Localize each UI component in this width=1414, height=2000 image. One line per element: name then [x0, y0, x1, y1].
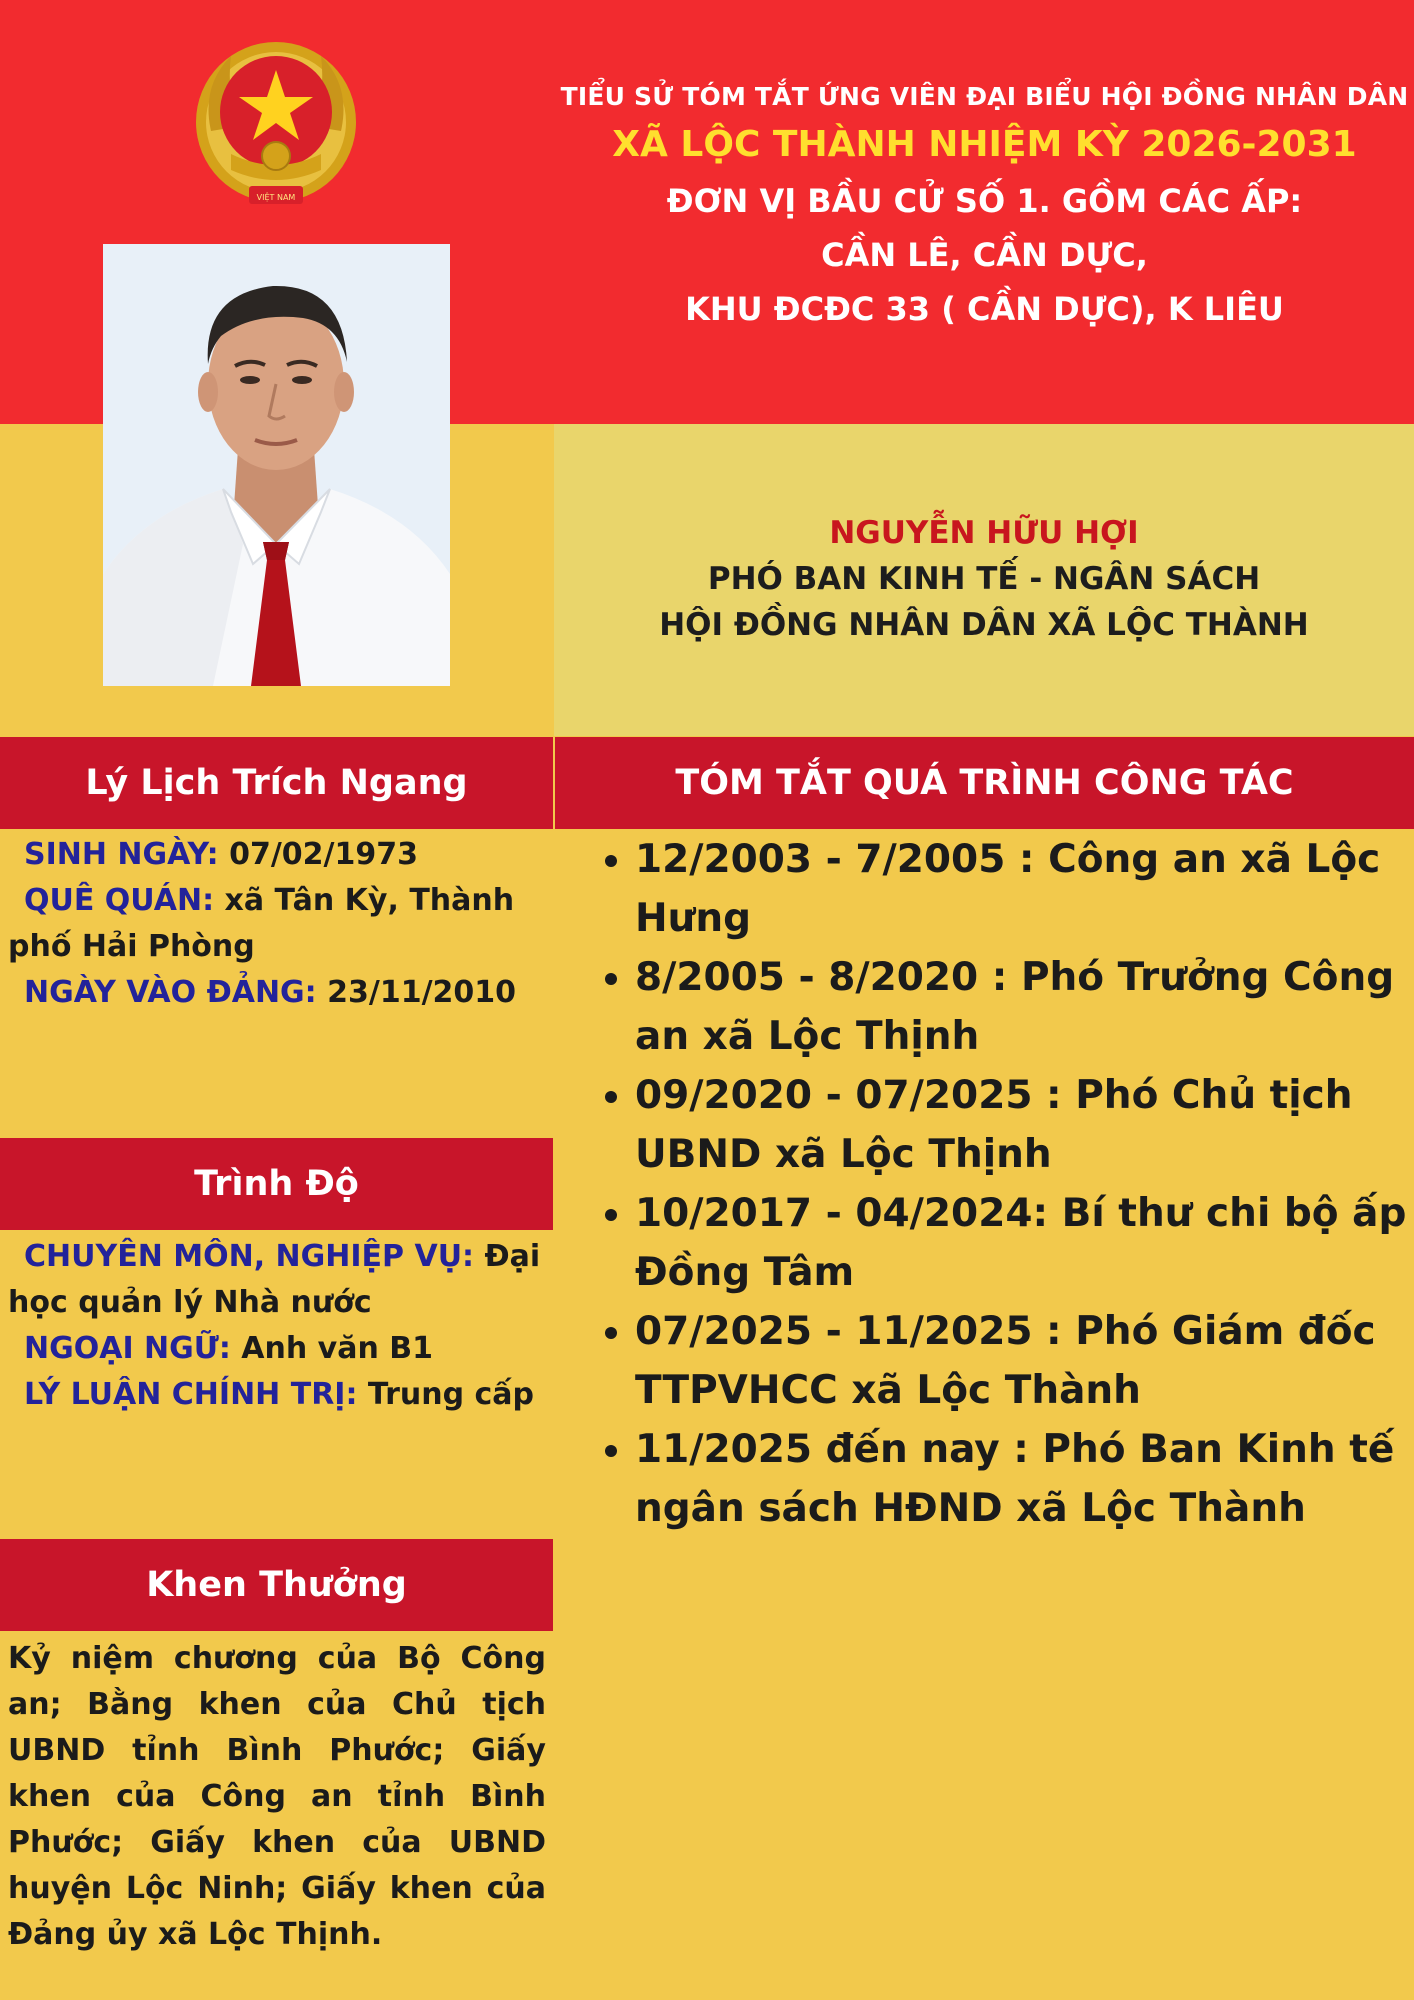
work-history-item: • 12/2003 - 7/2005 : Công an xã Lộc Hưng: [635, 830, 1414, 948]
candidate-name-panel: [554, 424, 1414, 736]
awards-text: Kỷ niệm chương của Bộ Công an; Bằng khen của Chủ tịch UBND tỉnh Bình Phước; Giấy khen của Công an tỉnh Bình Phước; Giấy khen của UBND huyện Lộc Ninh; Giấy khen của Đảng ủy xã Lộc Thịnh.: [8, 1641, 546, 1952]
candidate-name: NGUYỄN HỮU HỢI: [829, 515, 1139, 551]
major-row: [8, 1234, 548, 1326]
work-history-item: • 09/2020 - 07/2025 : Phó Chủ tịch UBND xã Lộc Thịnh: [635, 1066, 1414, 1184]
party-label: NGÀY VÀO ĐẢNG:: [24, 975, 317, 1010]
work-history-item: • 8/2005 - 8/2020 : Phó Trưởng Công an xã Lộc Thịnh: [635, 948, 1414, 1066]
hometown-value: xã Tân Kỳ, Thành phố Hải Phòng: [8, 883, 515, 964]
work-history-item: • 07/2025 - 11/2025 : Phó Giám đốc TTPVHCC xã Lộc Thành: [635, 1302, 1414, 1420]
candidate-position-2: HỘI ĐỒNG NHÂN DÂN XÃ LỘC THÀNH: [659, 607, 1309, 643]
birth-row: [8, 832, 548, 878]
header-line-3: ĐƠN VỊ BẦU CỬ SỐ 1. GỒM CÁC ẤP:: [666, 182, 1303, 220]
politics-label: LÝ LUẬN CHÍNH TRỊ:: [24, 1377, 358, 1412]
party-row: [8, 970, 548, 1016]
awards-section-title: Khen Thưởng: [0, 1539, 553, 1631]
work-history-list: [585, 830, 1414, 1538]
education-content: [8, 1234, 548, 1418]
politics-row: [8, 1372, 548, 1418]
major-value: Đại học quản lý Nhà nước: [8, 1239, 541, 1320]
language-label: NGOẠI NGỮ:: [24, 1331, 231, 1366]
svg-text:VIỆT NAM: VIỆT NAM: [256, 193, 296, 202]
candidate-photo: [103, 244, 450, 686]
birth-label: SINH NGÀY:: [24, 837, 219, 872]
header-line-1: TIỂU SỬ TÓM TẮT ỨNG VIÊN ĐẠI BIỂU HỘI ĐỒNG NHÂN DÂN: [560, 82, 1409, 111]
work-history-section-title: TÓM TẮT QUÁ TRÌNH CÔNG TÁC: [555, 737, 1414, 829]
candidate-position-1: PHÓ BAN KINH TẾ - NGÂN SÁCH: [707, 561, 1261, 597]
header-line-5: KHU ĐCĐC 33 ( CẦN DỰC), K LIÊU: [685, 290, 1284, 328]
portrait-illustration: [103, 244, 450, 686]
party-value: 23/11/2010: [316, 975, 517, 1010]
biography-section-title: Lý Lịch Trích Ngang: [0, 737, 553, 829]
header-title-block: [555, 80, 1414, 336]
header-line-4: CẦN LÊ, CẦN DỰC,: [821, 236, 1148, 274]
hometown-label: QUÊ QUÁN:: [24, 883, 215, 918]
header-line-2: XÃ LỘC THÀNH NHIỆM KỲ 2026-2031: [612, 124, 1357, 165]
work-history-item: • 11/2025 đến nay : Phó Ban Kinh tế ngân sách HĐND xã Lộc Thành: [635, 1420, 1414, 1538]
major-label: CHUYÊN MÔN, NGHIỆP VỤ:: [24, 1239, 475, 1274]
birth-value: 07/02/1973: [218, 837, 418, 872]
work-history-item: • 10/2017 - 04/2024: Bí thư chi bộ ấp Đồng Tâm: [635, 1184, 1414, 1302]
language-value: Anh văn B1: [230, 1331, 434, 1366]
biography-content: [8, 832, 548, 1016]
politics-value: Trung cấp: [357, 1377, 535, 1412]
national-emblem-icon: [191, 36, 361, 214]
hometown-row: [8, 878, 548, 970]
language-row: [8, 1326, 548, 1372]
education-section-title: Trình Độ: [0, 1138, 553, 1230]
